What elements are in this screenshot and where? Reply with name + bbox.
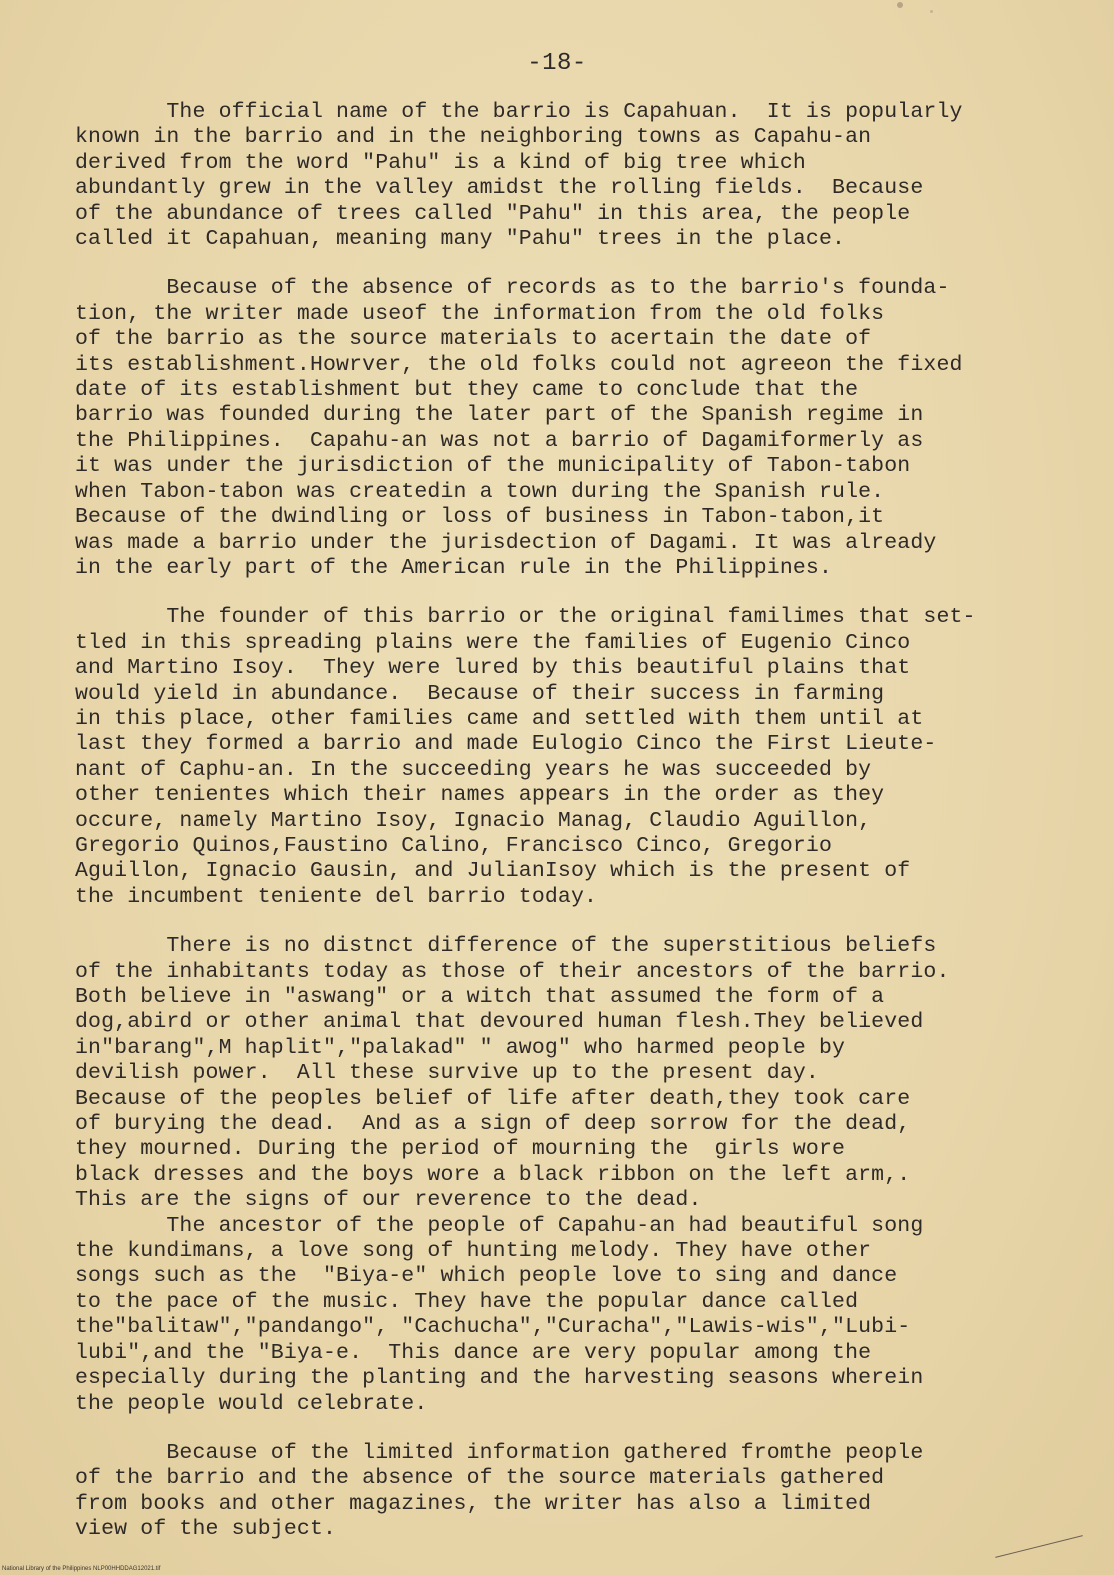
text-line: the people would celebrate.: [75, 1391, 428, 1416]
text-line: would yield in abundance. Because of their success in farming: [75, 681, 885, 706]
paper-speck: [897, 2, 903, 8]
text-line: and Martino Isoy. They were lured by this beautiful plains that: [75, 656, 911, 681]
text-line: nant of Caphu-an. In the succeeding years he was succeeded by: [75, 757, 872, 782]
text-line: of the barrio and the absence of the source materials gathered: [75, 1466, 885, 1491]
text-line: view of the subject.: [75, 1517, 337, 1542]
text-line: of the abundance of trees called "Pahu" in this area, the people: [75, 201, 911, 226]
text-line: Because of the peoples belief of life after death,they took care: [75, 1086, 911, 1111]
text-line: Aguillon, Ignacio Gausin, and JulianIsoy which is the present of: [75, 859, 911, 884]
text-line: its establishment.Howrver, the old folks could not agreeon the fixed: [75, 352, 963, 377]
text-line: Because of the dwindling or loss of business in Tabon-tabon,it: [75, 505, 885, 530]
text-line: was made a barrio under the jurisdection of Dagami. It was already: [75, 530, 937, 555]
text-line: known in the barrio and in the neighboring towns as Capahu-an: [75, 125, 872, 150]
text-line: when Tabon-tabon was createdin a town during the Spanish rule.: [75, 479, 885, 504]
text-line: in this place, other families came and settled with them until at: [75, 706, 924, 731]
page-number: -18-: [527, 50, 587, 77]
text-line: devilish power. All these survive up to the present day.: [75, 1061, 819, 1086]
text-line: The founder of this barrio or the original familimes that set-: [75, 605, 976, 630]
text-line: derived from the word "Pahu" is a kind of big tree which: [75, 150, 806, 175]
text-line: last they formed a barrio and made Eulogio Cinco the First Lieute-: [75, 732, 937, 757]
text-line: black dresses and the boys wore a black ribbon on the left arm,.: [75, 1162, 911, 1187]
text-line: Because of the absence of records as to the barrio's founda-: [75, 276, 950, 301]
text-line: of the barrio as the source materials to acertain the date of: [75, 327, 872, 352]
paragraph-4: [75, 934, 1105, 1213]
text-line: This are the signs of our reverence to the dead.: [75, 1188, 702, 1213]
text-line: Gregorio Quinos,Faustino Calino, Francisco Cinco, Gregorio: [75, 833, 833, 858]
scan-footer: National Library of the Philippines NLP00HHDDAG12021.tif: [2, 1566, 161, 1572]
text-line: especially during the planting and the harvesting seasons wherein: [75, 1366, 924, 1391]
text-line: in"barang",M haplit","palakad" " awog" who harmed people by: [75, 1035, 846, 1060]
text-line: tion, the writer made useof the information from the old folks: [75, 301, 885, 326]
text-line: in the early part of the American rule in the Philippines.: [75, 555, 833, 580]
text-line: The official name of the barrio is Capahuan. It is popularly: [75, 100, 963, 124]
text-line: lubi",and the "Biya-e. This dance are very popular among the: [75, 1340, 872, 1365]
text-line: the"balitaw","pandango", "Cachucha","Curacha","Lawis-wis","Lubi-: [75, 1315, 911, 1340]
paragraph-6: [75, 1441, 1105, 1543]
text-line: they mourned. During the period of mourning the girls wore: [75, 1137, 846, 1162]
paragraph-2: [75, 276, 1105, 581]
paper-speck: [930, 10, 933, 13]
text-line: Because of the limited information gathered fromthe people: [75, 1440, 924, 1465]
text-line: from books and other magazines, the writer has also a limited: [75, 1491, 872, 1516]
text-line: it was under the jurisdiction of the municipality of Tabon-tabon: [75, 454, 911, 479]
document-body: [75, 100, 1105, 1543]
paragraph-3: [75, 605, 1105, 910]
text-line: barrio was founded during the later part of the Spanish regime in: [75, 403, 924, 428]
text-line: abundantly grew in the valley amidst the rolling fields. Because: [75, 176, 924, 201]
text-line: date of its establishment but they came to conclude that the: [75, 378, 859, 403]
text-line: the Philippines. Capahu-an was not a barrio of Dagamiformerly as: [75, 428, 924, 453]
paragraph-1: [75, 100, 1105, 252]
text-line: the incumbent teniente del barrio today.: [75, 884, 598, 909]
paragraph-5: [75, 1214, 1105, 1417]
text-line: occure, namely Martino Isoy, Ignacio Manag, Claudio Aguillon,: [75, 808, 872, 833]
text-line: tled in this spreading plains were the families of Eugenio Cinco: [75, 630, 911, 655]
text-line: of the inhabitants today as those of their ancestors of the barrio.: [75, 959, 950, 984]
text-line: the kundimans, a love song of hunting melody. They have other: [75, 1239, 872, 1264]
text-line: other tenientes which their names appears in the order as they: [75, 783, 885, 808]
text-line: called it Capahuan, meaning many "Pahu" trees in the place.: [75, 227, 846, 252]
text-line: The ancestor of the people of Capahu-an had beautiful song: [75, 1213, 924, 1238]
text-line: songs such as the "Biya-e" which people love to sing and dance: [75, 1264, 898, 1289]
text-line: Both believe in "aswang" or a witch that assumed the form of a: [75, 985, 885, 1009]
text-line: dog,abird or other animal that devoured human flesh.They believed: [75, 1010, 924, 1035]
text-line: of burying the dead. And as a sign of deep sorrow for the dead,: [75, 1112, 911, 1137]
text-line: to the pace of the music. They have the popular dance called: [75, 1289, 859, 1314]
text-line: There is no distnct difference of the superstitious beliefs: [75, 934, 937, 959]
